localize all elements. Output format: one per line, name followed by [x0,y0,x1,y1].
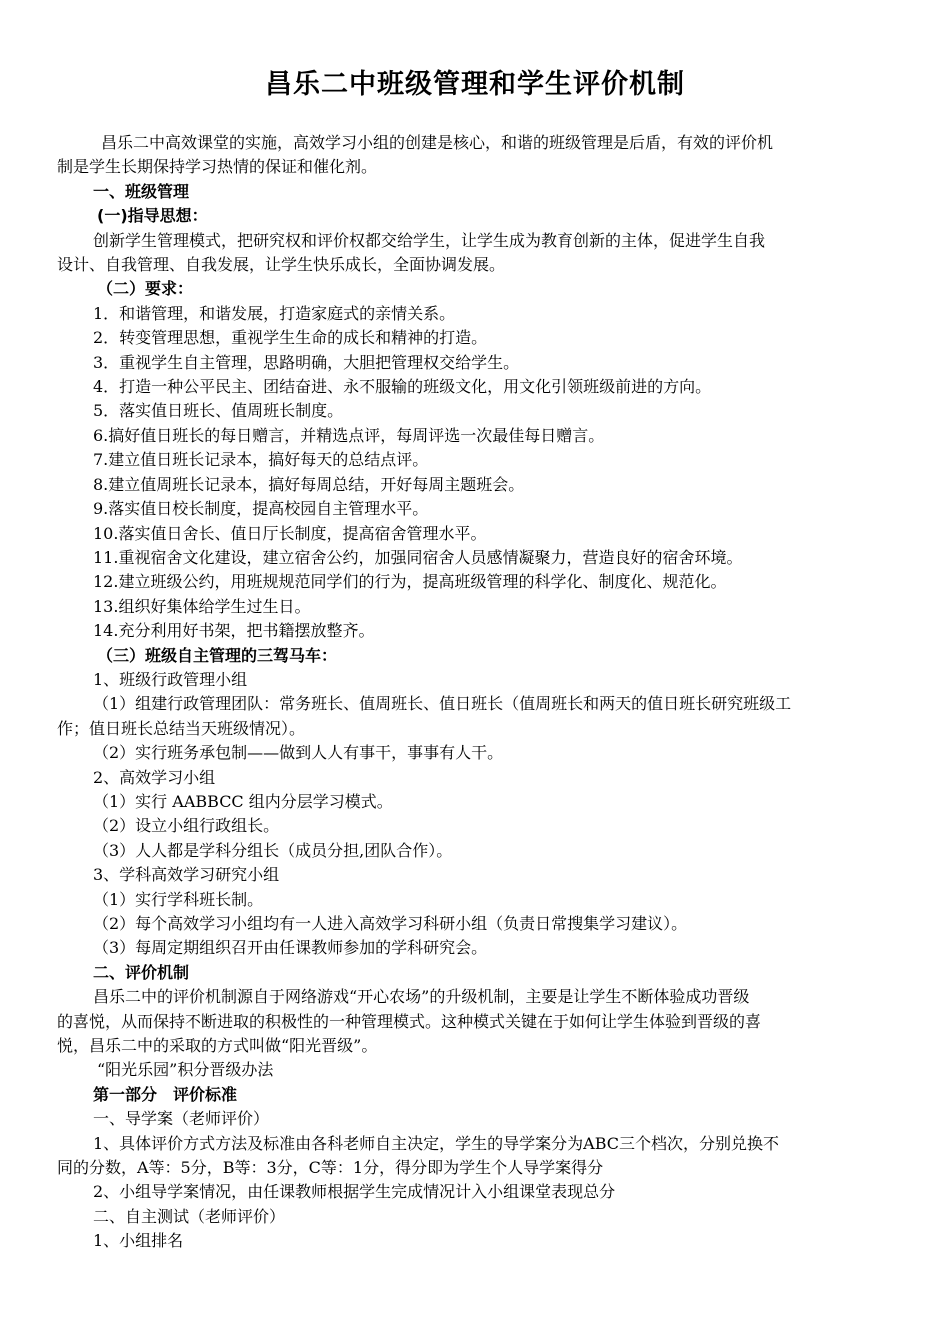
guide-line-1: 创新学生管理模式，把研究权和评价权都交给学生，让学生成为教育创新的主体，促进学生自我 [93,230,766,250]
group2-item: （1）实行 AABBCC 组内分层学习模式。 [93,791,393,811]
daoxue-line-1: 1、具体评价方式方法及标准由各科老师自主决定，学生的导学案分为ABC三个档次，分别兑换不 [93,1133,780,1153]
list-item: 7.建立值日班长记录本，搞好每天的总结点评。 [93,450,429,470]
list-item: 2．转变管理思想，重视学生生命的成长和精神的打造。 [93,328,488,348]
list-item: 12.建立班级公约，用班规规范同学们的行为，提高班级管理的科学化、制度化、规范化。 [93,572,727,592]
list-item: 6.搞好值日班长的每日赠言，并精选点评，每周评选一次最佳每日赠言。 [93,425,605,445]
eval-line-3: 悦，昌乐二中的采取的方式叫做“阳光晋级”。 [57,1036,378,1056]
part1-heading: 第一部分 评价标准 [93,1084,238,1104]
group3-item: （2）每个高效学习小组均有一人进入高效学习科研小组（负责日常搜集学习建议）。 [93,914,688,933]
eval-line-2: 的喜悦，从而保持不断进取的积极性的一种管理模式。这种模式关键在于如何让学生体验到晋级的喜 [57,1011,762,1031]
sunshine-title: “阳光乐园”积分晋级办法 [97,1060,274,1080]
eval-line-1: 昌乐二中的评价机制源自于网络游戏“开心农场”的升级机制，主要是让学生不断体验成功晋级 [93,987,750,1007]
group3-title: 3、学科高效学习研究小组 [93,865,280,885]
group1-title: 1、班级行政管理小组 [93,669,248,689]
daoxue-line-2: 同的分数，A等：5分，B等：3分，C等：1分，得分即为学生个人导学案得分 [57,1158,604,1178]
list-item: 5．落实值日班长、值周班长制度。 [93,401,344,421]
daoxue-title: 一、导学案（老师评价） [93,1109,270,1129]
requirements-list [57,302,897,644]
list-item: 13.组织好集体给学生过生日。 [93,596,311,616]
document-title: 昌乐二中班级管理和学生评价机制 [265,69,685,100]
list-item: 10.落实值日舍长、值日厅长制度，提高宿舍管理水平。 [93,523,487,543]
list-item: 3．重视学生自主管理，思路明确，大胆把管理权交给学生。 [93,352,520,372]
list-item: 9.落实值日校长制度，提高校园自主管理水平。 [93,499,429,519]
document-body [57,131,897,1254]
group2-item: （2）设立小组行政组长。 [93,816,280,836]
group3-item: （3）每周定期组织召开由任课教师参加的学科研究会。 [93,938,488,958]
group1-item-1: （1）组建行政管理团队：常务班长、值周班长、值日班长（值周班长和两天的值日班长研究班级工 [93,694,792,714]
list-item: 1．和谐管理，和谐发展，打造家庭式的亲情关系。 [93,303,456,323]
group2-item: （3）人人都是学科分组长（成员分担,团队合作）。 [93,840,453,860]
group3-item: （1）实行学科班长制。 [93,889,264,909]
list-item: 14.充分利用好书架，把书籍摆放整齐。 [93,621,375,641]
test-title: 二、自主测试（老师评价） [93,1206,286,1226]
list-item: 4．打造一种公平民主、团结奋进、永不服输的班级文化，用文化引领班级前进的方向。 [93,377,712,397]
intro-line-1: 昌乐二中高效课堂的实施，高效学习小组的创建是核心，和谐的班级管理是后盾，有效的评价机 [101,133,774,152]
group1-item-1-cont: 作；值日班长总结当天班级情况）。 [57,718,306,738]
guide-line-2: 设计、自我管理、自我发展，让学生快乐成长，全面协调发展。 [57,255,506,275]
section-heading-evaluation: 二、评价机制 [93,962,190,982]
section-heading-class-management: 一、班级管理 [93,181,190,201]
test-line-1: 1、小组排名 [93,1231,184,1251]
group1-item-2: （2）实行班务承包制——做到人人有事干，事事有人干。 [93,743,504,763]
list-item: 8.建立值周班长记录本，搞好每周总结，开好每周主题班会。 [93,474,525,494]
subheading-requirements: （二）要求： [97,279,194,299]
daoxue-line-3: 2、小组导学案情况，由任课教师根据学生完成情况计入小组课堂表现总分 [93,1182,616,1202]
subheading-troika: （三）班级自主管理的三驾马车： [97,645,338,665]
intro-line-2: 制是学生长期保持学习热情的保证和催化剂。 [57,157,378,177]
list-item: 11.重视宿舍文化建设，建立宿舍公约，加强同宿舍人员感情凝聚力，营造良好的宿舍环境。 [93,547,743,567]
group2-title: 2、高效学习小组 [93,767,216,787]
subheading-guiding-ideology: (一)指导思想： [97,206,208,226]
